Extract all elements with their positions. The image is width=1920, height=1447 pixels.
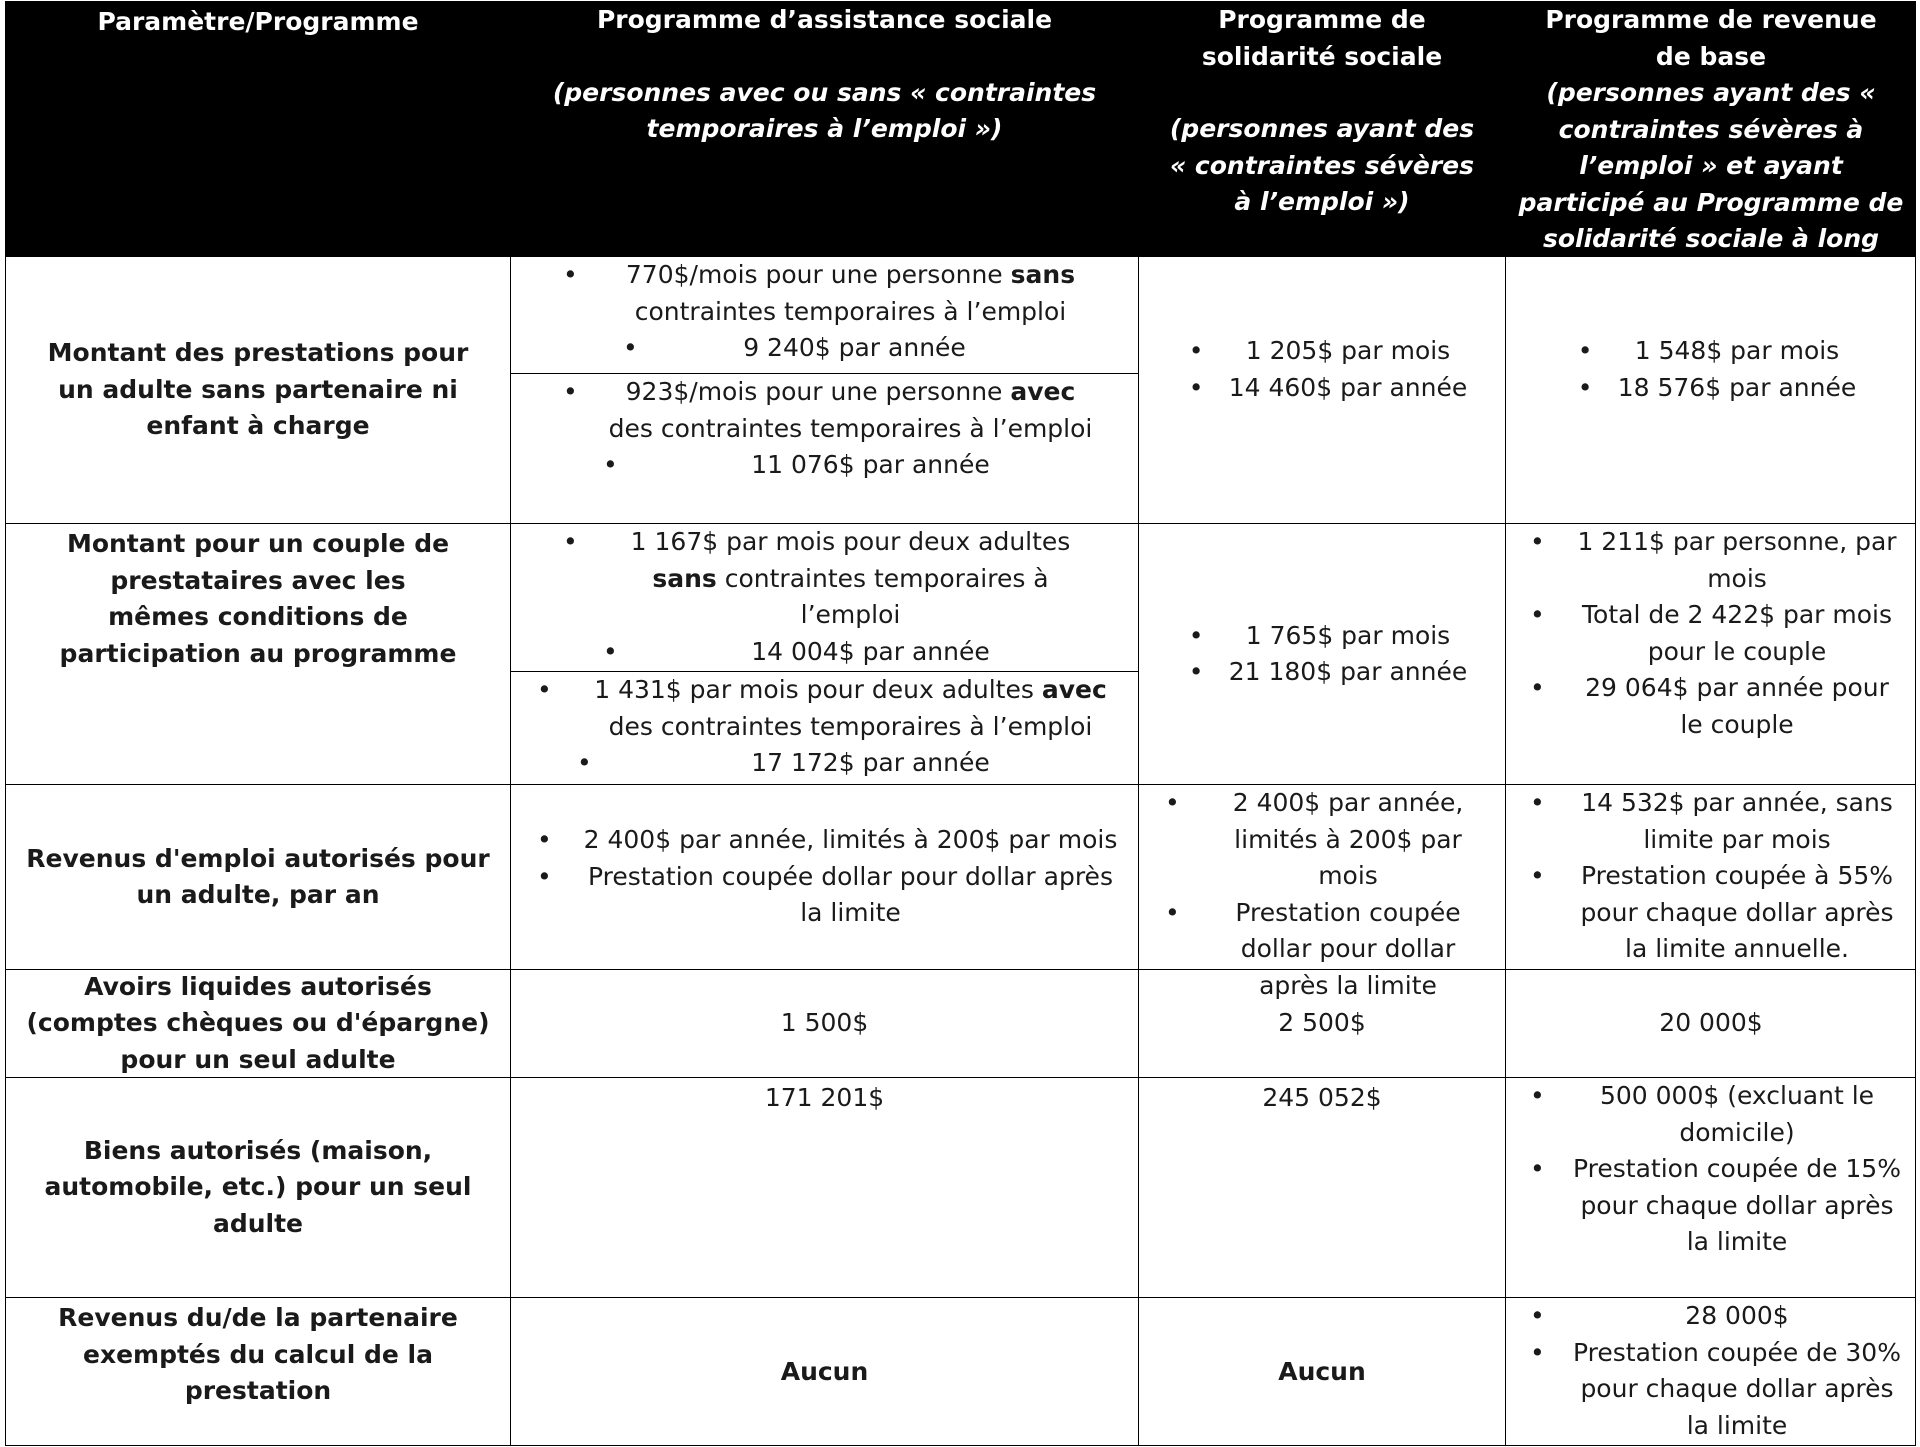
row4-col3-value: 20 000$ <box>1659 1008 1763 1038</box>
row1-col1a-list <box>551 257 1098 367</box>
row6-col2-cell <box>1138 1297 1505 1446</box>
list-item: • 9 240$ par année <box>611 330 1098 367</box>
row2-col3-cell <box>1505 523 1916 784</box>
list-item: • 1 765$ par mois <box>1177 618 1468 655</box>
list-item: • 923$/mois pour une personne avec des contraintes temporaires à l’emploi <box>551 374 1098 447</box>
row2-col2-list <box>1177 618 1468 691</box>
benefits-comparison-table <box>5 1 1916 1446</box>
row1-col2-cell <box>1138 256 1505 523</box>
row2-col1b-cell <box>510 671 1138 784</box>
row5-label: Biens autorisés (maison, automobile, etc.) pour un seul adulte <box>44 1135 472 1238</box>
row3-col1-cell <box>510 784 1138 969</box>
list-item: • 14 532$ par année, sans limite par mois <box>1518 785 1904 858</box>
row4-label-cell <box>5 969 510 1077</box>
list-item: • 29 064$ par année pour le couple <box>1518 670 1904 743</box>
row5-col2-value: 245 052$ <box>1262 1083 1382 1112</box>
row3-col1-list <box>525 822 1124 932</box>
header-param-cell <box>5 1 510 256</box>
list-item: • 1 211$ par personne, par mois <box>1518 524 1904 597</box>
list-item: • 770$/mois pour une personne sans contraintes temporaires à l’emploi <box>551 257 1098 330</box>
row1-col1b-list <box>551 374 1098 484</box>
row1-col1b-cell <box>510 373 1138 523</box>
header-col3-cell <box>1505 1 1916 290</box>
list-item: • 2 400$ par année, limités à 200$ par mois <box>1153 785 1491 895</box>
list-item: • 1 167$ par mois pour deux adultes sans contraintes temporaires à l’emploi <box>551 524 1098 634</box>
row2-col1b-list <box>525 672 1124 782</box>
row1-col3-list <box>1566 333 1857 406</box>
list-item: • 21 180$ par année <box>1177 654 1468 691</box>
row6-col2-value: Aucun <box>1278 1356 1366 1386</box>
list-item: • Prestation coupée à 55% pour chaque dollar après la limite annuelle. <box>1518 858 1904 968</box>
header-col1-cell <box>510 1 1138 256</box>
row4-col2-value: 2 500$ <box>1278 1008 1366 1038</box>
row2-label-cell <box>5 523 510 784</box>
list-item: • 14 460$ par année <box>1177 370 1468 407</box>
row2-col1a-list <box>551 524 1098 670</box>
row3-label: Revenus d'emploi autorisés pour un adulte, par an <box>26 843 490 909</box>
row5-col3-list <box>1518 1078 1904 1261</box>
list-item: • 17 172$ par année <box>565 745 1124 782</box>
row1-col3-cell <box>1505 256 1916 523</box>
row6-col1-value: Aucun <box>780 1356 869 1386</box>
row2-col2-cell <box>1138 523 1505 784</box>
row4-label: Avoirs liquides autorisés (comptes chèques ou d'épargne) pour un seul adulte <box>26 971 490 1074</box>
list-item: • 2 400$ par année, limités à 200$ par mois <box>525 822 1124 859</box>
row2-label: Montant pour un couple de prestataires avec les mêmes conditions de participation au programme <box>59 529 457 668</box>
row5-col1-cell <box>510 1077 1138 1297</box>
header-col2-cell <box>1138 1 1505 256</box>
header-col2-title: Programme de solidarité sociale <box>1201 5 1443 71</box>
header-col1-title: Programme d’assistance sociale <box>596 5 1053 34</box>
header-col3-subtitle: (personnes ayant des « contraintes sévères à l’emploi » et ayant participé au Programme de solidarité sociale à long terme) <box>1518 78 1904 290</box>
list-item: • Prestation coupée dollar pour dollar après la limite <box>1153 895 1491 1005</box>
table-right-border <box>1915 1 1916 1446</box>
row3-col2-cell <box>1138 784 1505 1000</box>
row1-label-cell <box>5 256 510 523</box>
row3-col3-cell <box>1505 784 1916 969</box>
row1-col2-list <box>1177 333 1468 406</box>
header-col3-title: Programme de revenue de base <box>1545 5 1877 71</box>
row6-col1-cell <box>510 1297 1138 1446</box>
list-item: • 1 548$ par mois <box>1566 333 1857 370</box>
row6-col3-cell <box>1505 1297 1916 1446</box>
row6-label-cell <box>5 1297 510 1446</box>
row5-col3-cell <box>1505 1077 1916 1297</box>
list-item: • 18 576$ par année <box>1566 370 1857 407</box>
list-item: • Prestation coupée dollar pour dollar après la limite <box>525 859 1124 932</box>
row4-col1-cell <box>510 969 1138 1077</box>
row4-col2-cell <box>1138 969 1505 1077</box>
row4-col1-value: 1 500$ <box>780 1008 869 1038</box>
header-col1-subtitle: (personnes avec ou sans « contraintes temporaires à l’emploi ») <box>552 77 1097 143</box>
list-item: • Prestation coupée de 15% pour chaque dollar après la limite <box>1518 1151 1904 1261</box>
list-item: • 1 431$ par mois pour deux adultes avec des contraintes temporaires à l’emploi <box>525 672 1124 745</box>
row3-col3-list <box>1518 785 1904 968</box>
list-item: • 28 000$ <box>1518 1298 1904 1335</box>
row6-label: Revenus du/de la partenaire exemptés du calcul de la prestation <box>58 1303 458 1405</box>
row2-col3-list <box>1518 524 1904 743</box>
row6-col3-list <box>1518 1298 1904 1444</box>
row5-label-cell <box>5 1077 510 1297</box>
row1-label: Montant des prestations pour un adulte sans partenaire ni enfant à charge <box>47 338 469 441</box>
header-param: Paramètre/Programme <box>97 7 419 36</box>
table-bottom-border <box>5 1445 1916 1446</box>
row2-col1a-cell <box>510 523 1138 671</box>
list-item: • Total de 2 422$ par mois pour le couple <box>1518 597 1904 670</box>
list-item: • 1 205$ par mois <box>1177 333 1468 370</box>
row3-label-cell <box>5 784 510 969</box>
header-col2-subtitle: (personnes ayant des « contraintes sévères à l’emploi ») <box>1169 114 1475 216</box>
row5-col2-cell <box>1138 1077 1505 1297</box>
row5-col1-value: 171 201$ <box>764 1083 885 1112</box>
row1-col1a-cell <box>510 256 1138 373</box>
list-item: • Prestation coupée de 30% pour chaque dollar après la limite <box>1518 1335 1904 1445</box>
list-item: • 14 004$ par année <box>591 634 1098 671</box>
list-item: • 11 076$ par année <box>591 447 1098 484</box>
list-item: • 500 000$ (excluant le domicile) <box>1518 1078 1904 1151</box>
row4-col3-cell <box>1505 969 1916 1077</box>
